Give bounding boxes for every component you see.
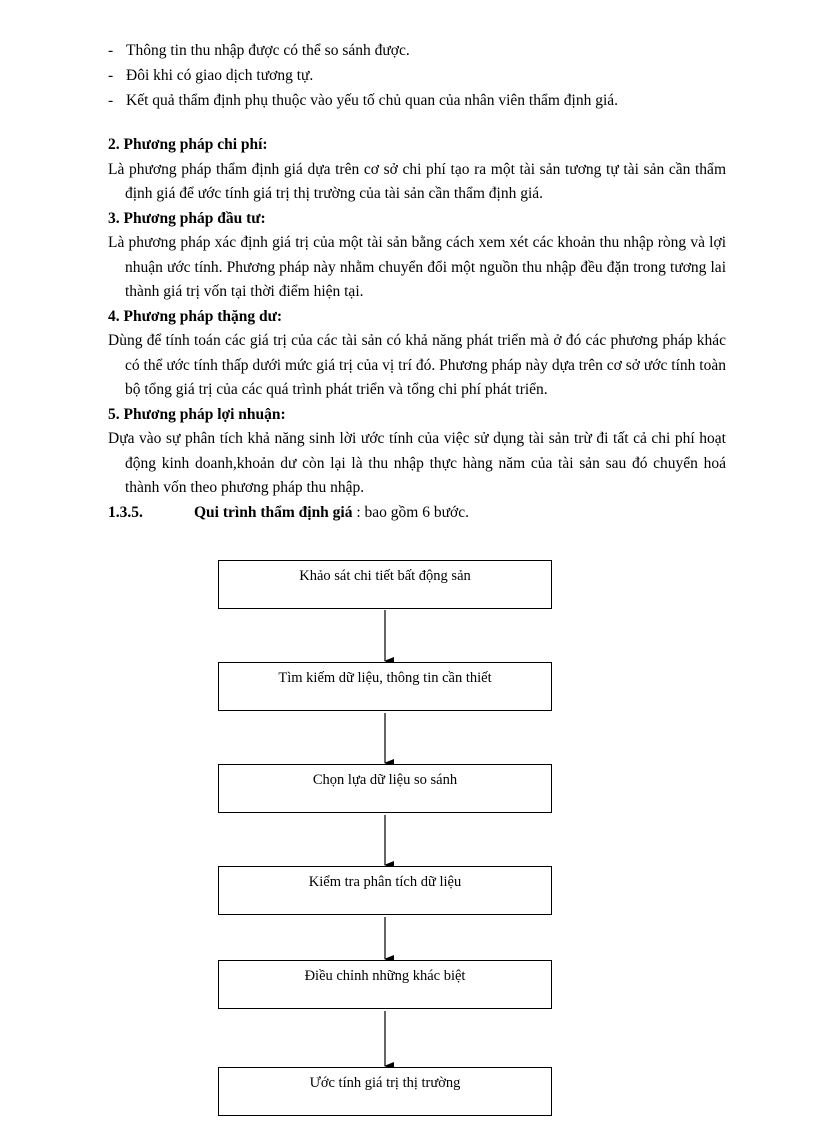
subsection-title: Qui trình thẩm định giá bbox=[194, 503, 353, 521]
flow-step-estimate-value: Ước tính giá trị thị trường bbox=[218, 1067, 552, 1116]
bullet-text: Thông tin thu nhập được có thể so sánh được. bbox=[126, 42, 410, 59]
flow-step-adjust-differences: Điều chỉnh những khác biệt bbox=[218, 960, 552, 1009]
bullet-marker: - bbox=[108, 92, 114, 109]
bullet-marker: - bbox=[108, 67, 114, 84]
section-heading-profit: 5. Phương pháp lợi nhuận: bbox=[108, 405, 286, 423]
flow-step-analyze-data: Kiểm tra phân tích dữ liệu bbox=[218, 866, 552, 915]
section-heading-cost: 2. Phương pháp chi phí: bbox=[108, 136, 268, 153]
section-text-investment: Là phương pháp xác định giá trị của một tài sản bằng cách xem xét các khoản thu nhập ròng và lợi nhuận ước tính. Phương pháp này nhằm chuyển đổi một nguồn thu nhập đều đặn trong tương lai thành giá trị vốn tại thời điểm hiện tại. bbox=[108, 234, 726, 300]
bullet-text: Kết quả thẩm định phụ thuộc vào yếu tố chủ quan của nhân viên thẩm định giá. bbox=[126, 92, 619, 109]
flow-step-select-comparables: Chọn lựa dữ liệu so sánh bbox=[218, 764, 552, 813]
bullet-text: Đôi khi có giao dịch tương tự. bbox=[126, 67, 314, 84]
flow-step-survey: Khảo sát chi tiết bất động sản bbox=[218, 560, 552, 609]
section-text-cost: Là phương pháp thẩm định giá dựa trên cơ sở chi phí tạo ra một tài sản tương tự tài sản cần thẩm định giá để ước tính giá trị thị trường của tài sản cần thẩm định giá. bbox=[108, 160, 726, 202]
section-heading-investment: 3. Phương pháp đầu tư: bbox=[108, 209, 266, 227]
bullet-marker: - bbox=[108, 42, 114, 59]
section-text-residual: Dùng để tính toán các giá trị của các tài sản có khả năng phát triển mà ở đó các phương pháp khác có thể ước tính thấp dưới mức giá trị của vị trí đó. Phương pháp này dựa trên cơ sở ước tính toàn bộ tổng giá trị của các quá trình phát triển và tổng chi phí phát triển. bbox=[108, 332, 726, 398]
flow-step-search-data: Tìm kiếm dữ liệu, thông tin cần thiết bbox=[218, 662, 552, 711]
section-heading-residual: 4. Phương pháp thặng dư: bbox=[108, 307, 283, 325]
section-text-profit: Dựa vào sự phân tích khả năng sinh lời ước tính của việc sử dụng tài sản trừ đi tất cả chi phí hoạt động kinh doanh,khoản dư còn lại là thu nhập thực hàng năm của tài sản sau đó chuyển hoá thành vốn theo phương pháp thu nhập. bbox=[108, 430, 726, 496]
subsection-number: 1.3.5. bbox=[108, 503, 143, 521]
subsection-suffix: : bao gồm 6 bước. bbox=[352, 503, 469, 521]
